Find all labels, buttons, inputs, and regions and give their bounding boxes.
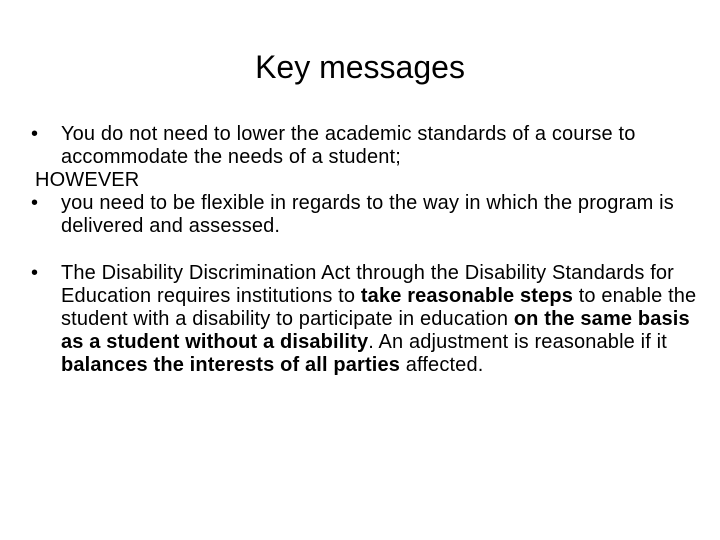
bullet-item	[30, 123, 710, 169]
bullet-icon: •	[31, 192, 39, 214]
however-text: HOWEVER	[35, 169, 140, 191]
text-segment: . An adjustment is reasonable if it	[368, 331, 667, 353]
emphasis-text: on the same basis as a student without a disability	[61, 308, 690, 353]
bullet-text	[61, 262, 696, 376]
emphasis-text: take reasonable steps	[360, 285, 574, 307]
text-segment: The Disability Discrimination Act through the Disability Standards for Education requires institutions to	[61, 262, 674, 307]
bullet-text: you need to be flexible in regards to the way in which the program is delivered and assessed.	[61, 192, 674, 237]
bullet-icon: •	[31, 262, 39, 284]
slide-title: Key messages	[255, 49, 465, 85]
bullet-item	[30, 192, 710, 238]
emphasis-text: balances the interests of all parties	[61, 354, 401, 376]
bullet-text: You do not need to lower the academic standards of a course to accommodate the needs of a student;	[61, 123, 636, 168]
slide-body	[30, 123, 710, 377]
bullet-icon: •	[31, 123, 39, 145]
text-segment: to enable the student with a disability to participate in education	[61, 285, 697, 330]
paragraph-spacer	[30, 238, 710, 262]
bullet-item	[30, 262, 710, 377]
text-segment: affected.	[400, 354, 484, 376]
